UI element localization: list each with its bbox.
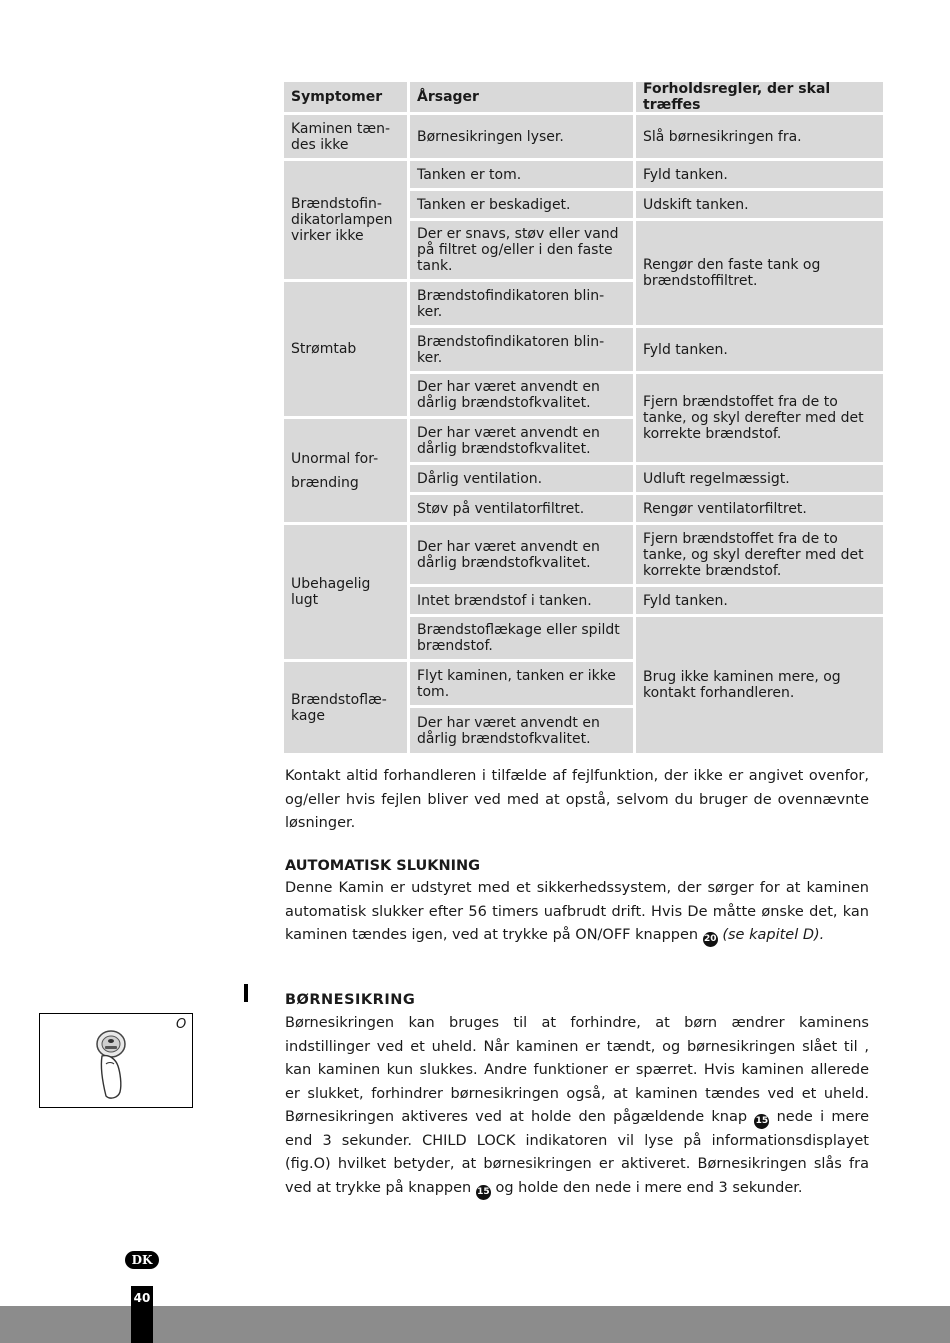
remedy-cell: Fjern brændstoffet fra de to tanke, og skyl derefter med det korrekte brændstof. — [636, 525, 883, 584]
remedy-cell: Udluft regelmæssigt. — [636, 465, 883, 492]
symptom-cell: Unormal for- brænding — [284, 419, 407, 522]
cause-cell: Der har været anvendt en dårlig brændstofkvalitet. — [410, 374, 633, 416]
troubleshooting-table — [284, 82, 883, 753]
button-20-icon: 20 — [703, 932, 718, 947]
header-causes: Årsager — [410, 82, 633, 112]
cause-cell: Der har været anvendt en dårlig brændstofkvalitet. — [410, 419, 633, 462]
remedy-cell: Udskift tanken. — [636, 191, 883, 218]
auto-off-text: Denne Kamin er udstyret med et sikkerhedssystem, der sørger for at kaminen automatisk slukker efter 56 timers uafbrudt drift. Hvis De måtte ønske det, kan kaminen tændes igen, ved at trykke på ON/OFF knappen — [285, 880, 869, 943]
symptom-cell: Ubehagelig lugt — [284, 525, 407, 659]
chapter-reference: (se kapitel D). — [722, 927, 825, 943]
header-symptoms: Symptomer — [284, 82, 407, 112]
remedy-cell: Fyld tanken. — [636, 328, 883, 371]
remedy-cell: Rengør den faste tank og brændstoffiltret. — [636, 221, 883, 325]
cause-cell: Der har været anvendt en dårlig brændstofkvalitet. — [410, 708, 633, 753]
symptom-cell: Brændstofin- dikatorlampen virker ikke — [284, 161, 407, 279]
button-15-icon: 15 — [476, 1185, 491, 1200]
cause-cell: Børnesikringen lyser. — [410, 115, 633, 158]
symptom-cell: Strømtab — [284, 282, 407, 416]
cause-cell: Der har været anvendt en dårlig brændstofkvalitet. — [410, 525, 633, 584]
remedy-cell: Fjern brændstoffet fra de to tanke, og skyl derefter med det korrekte brændstof. — [636, 374, 883, 462]
child-lock-text-2: nede i mere end 3 sekunder. CHILD LOCK indikatoren vil lyse på informationsdisplayet (fig.O) hvilket betyder, at børnesikringen er aktiveret. Børnesikringen slås fra ved at trykke på knappen — [285, 1109, 869, 1196]
auto-off-paragraph — [285, 877, 869, 948]
auto-off-heading: AUTOMATISK SLUKNING — [285, 858, 481, 874]
child-lock-paragraph — [285, 1012, 869, 1200]
child-lock-heading: BØRNESIKRING — [285, 992, 416, 1008]
cause-cell: Tanken er beskadiget. — [410, 191, 633, 218]
cause-cell: Støv på ventilatorfiltret. — [410, 495, 633, 522]
remedy-cell: Fyld tanken. — [636, 161, 883, 188]
cause-cell: Dårlig ventilation. — [410, 465, 633, 492]
child-lock-text-1: Børnesikringen kan bruges til at forhindre, at børn ændrer kaminens indstillinger ved et uheld. Når kaminen er tændt, og børnesikringen slået til , kan kaminen kun slukkes. Andre funktioner er spærret. Hvis kaminen allerede er slukket, forhindrer børnesikringen også, at kaminen tændes ved et uheld. Børnesikringen aktiveres ved at holde den pågældende knap — [285, 1015, 869, 1125]
contact-paragraph: Kontakt altid forhandleren i tilfælde af fejlfunktion, der ikke er angivet ovenfor, og/eller hvis fejlen bliver ved med at opstå, selvom du bruger de ovennævnte løsninger. — [285, 768, 869, 831]
cause-cell: Brændstofindikatoren blin- ker. — [410, 282, 633, 325]
language-badge: DK — [125, 1251, 159, 1269]
figure-o — [39, 1013, 193, 1108]
figure-label: O — [176, 1017, 187, 1032]
cause-cell: Flyt kaminen, tanken er ikke tom. — [410, 662, 633, 705]
header-remedies: Forholdsregler, der skal træffes — [636, 82, 883, 112]
section-marker — [244, 984, 248, 1002]
cause-cell: Tanken er tom. — [410, 161, 633, 188]
button-15-icon: 15 — [754, 1114, 769, 1129]
remedy-cell: Brug ikke kaminen mere, og kontakt forhandleren. — [636, 617, 883, 753]
child-lock-button-illustration — [40, 1014, 191, 1106]
symptom-cell: Kaminen tæn- des ikke — [284, 115, 407, 158]
child-lock-text-3: og holde den nede i mere end 3 sekunder. — [495, 1179, 803, 1196]
remedy-cell: Slå børnesikringen fra. — [636, 115, 883, 158]
cause-cell: Brændstofindikatoren blin- ker. — [410, 328, 633, 371]
remedy-cell: Rengør ventilatorfiltret. — [636, 495, 883, 522]
cause-cell: Brændstoflækage eller spildt brændstof. — [410, 617, 633, 659]
page-number: 40 — [133, 1291, 151, 1305]
cause-cell: Intet brændstof i tanken. — [410, 587, 633, 614]
remedy-cell: Fyld tanken. — [636, 587, 883, 614]
symptom-cell: Brændstoflæ- kage — [284, 662, 407, 753]
cause-cell: Der er snavs, støv eller vand på filtret og/eller i den faste tank. — [410, 221, 633, 279]
